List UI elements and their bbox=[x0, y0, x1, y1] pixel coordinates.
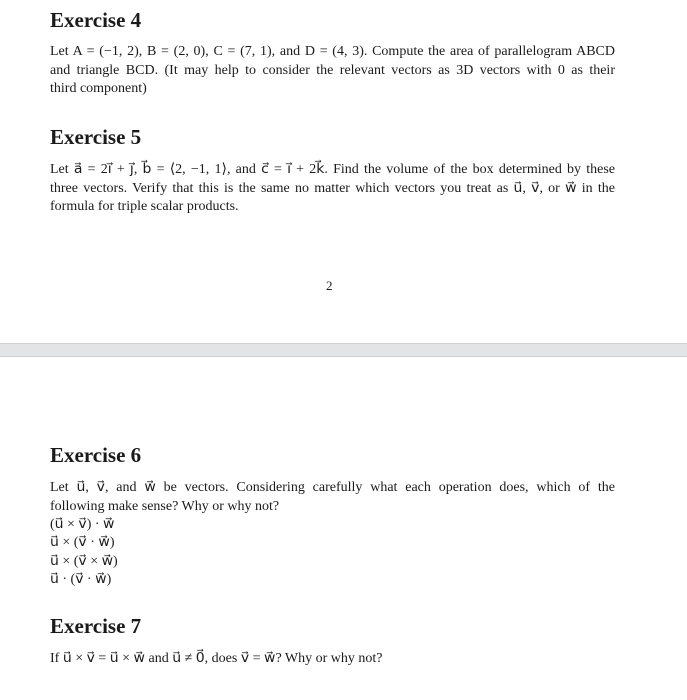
page-top bbox=[0, 0, 687, 343]
expression-2: u⃗ × (v⃗ · w⃗) bbox=[50, 535, 115, 551]
expression-3: u⃗ × (v⃗ × w⃗) bbox=[50, 553, 118, 569]
exercise-4-line-1: Let A = (−1, 2), B = (2, 0), C = (7, 1), and D = (4, 3). Compute the area of parallelogram ABCD bbox=[50, 44, 615, 59]
expression-4: u⃗ · (v⃗ · w⃗) bbox=[50, 571, 112, 587]
exercise-5-line-1: Let a⃗ = 2i⃗ + j⃗, b⃗ = ⟨2, −1, 1⟩, and c⃗ = i⃗ + 2k⃗. Find the volume of the box determined by these bbox=[50, 162, 615, 177]
page-separator bbox=[0, 343, 687, 357]
exercise-6-line-1: Let u⃗, v⃗, and w⃗ be vectors. Considering carefully what each operation does, which of the bbox=[50, 480, 615, 495]
exercise-7-line-1: If u⃗ × v⃗ = u⃗ × w⃗ and u⃗ ≠ 0⃗, does v⃗ = w⃗? Why or why not? bbox=[50, 651, 383, 666]
exercise-5-line-2: three vectors. Verify that this is the same no matter which vectors you treat as u⃗, v⃗, or w⃗ in the bbox=[50, 180, 615, 196]
exercise-6-text bbox=[50, 479, 615, 516]
exercise-4-title: Exercise 4 bbox=[50, 8, 142, 32]
exercise-6-expressions bbox=[50, 516, 118, 589]
page-bottom bbox=[0, 357, 687, 700]
expression-1: (u⃗ × v⃗) · w⃗ bbox=[50, 517, 115, 532]
exercise-5-title: Exercise 5 bbox=[50, 125, 142, 149]
exercise-6-line-2: following make sense? Why or why not? bbox=[50, 498, 280, 514]
exercise-4-line-3: third component) bbox=[50, 81, 147, 96]
exercise-4-text bbox=[50, 43, 615, 99]
exercise-7-title: Exercise 7 bbox=[50, 614, 142, 638]
exercise-6-title: Exercise 6 bbox=[50, 443, 142, 467]
page-number: 2 bbox=[326, 278, 333, 293]
exercise-4-line-2: and triangle BCD. (It may help to consider the relevant vectors as 3D vectors with 0 as their bbox=[50, 62, 615, 78]
exercise-7-text bbox=[50, 650, 615, 669]
exercise-5-line-3: formula for triple scalar products. bbox=[50, 199, 239, 214]
exercise-5-text bbox=[50, 161, 615, 217]
